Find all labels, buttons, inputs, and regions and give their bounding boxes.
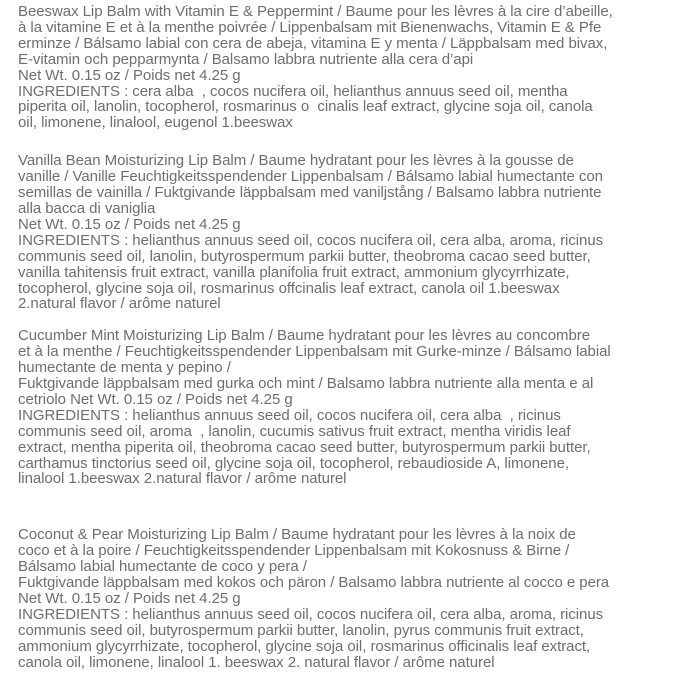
product-description-vanilla-bean [18, 153, 675, 312]
product-description-coconut-pear [18, 527, 675, 670]
text-line: vanilla tahitensis fruit extract, vanilla planifolia fruit extract, ammonium glycyrrhizate, [18, 263, 570, 281]
text-line: Fuktgivande läppbalsam med gurka och mint / Balsamo labbra nutriente alla menta e al [18, 375, 594, 393]
text-line: INGREDIENTS : helianthus annuus seed oil, cocos nucifera oil, cera alba, aroma, ricinus [18, 605, 604, 623]
text-line: INGREDIENTS : cera alba , cocos nucifera oil, helianthus annuus seed oil, mentha [18, 82, 568, 100]
text-line: Beeswax Lip Balm with Vitamin E & Peppermint / Baume pour les lèvres à la cire d’abeille, [18, 3, 613, 20]
text-line: oil, limonene, linalool, eugenol 1.beeswax [18, 114, 293, 132]
text-line: 2.natural flavor / arôme naturel [18, 295, 221, 313]
text-line: Net Wt. 0.15 oz / Poids net 4.25 g [18, 215, 241, 233]
text-line: humectante de menta y pepino / [18, 359, 231, 377]
text-line: E-vitamin och pepparmynta / Balsamo labbra nutriente alla cera d’api [18, 50, 474, 68]
text-line: extract, mentha piperita oil, theobroma cacao seed butter, butyrospermum parkii butter, [18, 438, 591, 456]
text-line: INGREDIENTS : helianthus annuus seed oil, cocos nucifera oil, cera alba, aroma, ricinus [18, 231, 604, 249]
product-list [18, 4, 675, 671]
text-line: Net Wt. 0.15 oz / Poids net 4.25 g [18, 66, 241, 84]
product-description-beeswax-vitamin-e-peppermint [18, 4, 675, 131]
text-line: Bálsamo labial humectante de coco y pera / [18, 558, 307, 576]
text-line: Cucumber Mint Moisturizing Lip Balm / Baume hydratant pour les lèvres au concombre [18, 327, 590, 345]
text-line: alla bacca di vaniglia [18, 199, 156, 217]
text-line: vanille / Vanille Feuchtigkeitsspendender Lippenbalsam / Bálsamo labial humectante con [18, 168, 603, 186]
text-line: Coconut & Pear Moisturizing Lip Balm / Baume hydratant pour les lèvres à la noix de [18, 526, 576, 544]
text-line: linalool 1.beeswax 2.natural flavor / arôme naturel [18, 470, 347, 488]
text-line: coco et à la poire / Feuchtigkeitsspendender Lippenbalsam mit Kokosnuss & Birne / [18, 542, 570, 560]
text-line: canola oil, limonene, linalool 1. beeswax 2. natural flavor / arôme naturel [18, 653, 495, 671]
text-line: carthamus tinctorius seed oil, glycine soja oil, tocopherol, rebaudioside A, limonene, [18, 454, 570, 472]
text-line: Fuktgivande läppbalsam med kokos och päron / Balsamo labbra nutriente al cocco e pera [18, 574, 610, 592]
text-line: piperita oil, lanolin, tocopherol, rosmarinus o cinalis leaf extract, glycine soja oil, canola [18, 98, 593, 116]
text-line: semillas de vainilla / Fuktgivande läppbalsam med vaniljstång / Balsamo labbra nutriente [18, 184, 602, 202]
text-line: Net Wt. 0.15 oz / Poids net 4.25 g [18, 590, 241, 607]
text-line: INGREDIENTS : helianthus annuus seed oil, cocos nucifera oil, cera alba , ricinus [18, 406, 561, 424]
product-description-cucumber-mint [18, 328, 675, 487]
text-line: ammonium glycyrrhizate, tocopherol, glycine soja oil, rosmarinus officinalis leaf extract, [18, 637, 591, 655]
text-line: et à la menthe / Feuchtigkeitsspendender Lippenbalsam mit Gurke-minze / Bálsamo labial [18, 343, 611, 361]
text-line: communis seed oil, aroma , lanolin, cucumis sativus fruit extract, mentha viridis leaf [18, 422, 571, 440]
text-line: à la vitamine E et à la menthe poivrée / Lippenbalsam mit Bienenwachs, Vitamin E & Pfe [18, 18, 602, 36]
text-line: tocopherol, glycine soja oil, rosmarinus offcinalis leaf extract, canola oil 1.beeswax [18, 279, 560, 297]
text-line: erminze / Bálsamo labial con cera de abeja, vitamina E y menta / Läppbalsam med bivax, [18, 34, 608, 52]
text-line: communis seed oil, butyrospermum parkii butter, lanolin, pyrus communis fruit extract, [18, 621, 584, 639]
text-line: Vanilla Bean Moisturizing Lip Balm / Baume hydratant pour les lèvres à la gousse de [18, 152, 574, 170]
text-line: cetriolo Net Wt. 0.15 oz / Poids net 4.25 g [18, 390, 293, 408]
text-line: communis seed oil, lanolin, butyrospermum parkii butter, theobroma cacao seed butter, [18, 247, 591, 265]
